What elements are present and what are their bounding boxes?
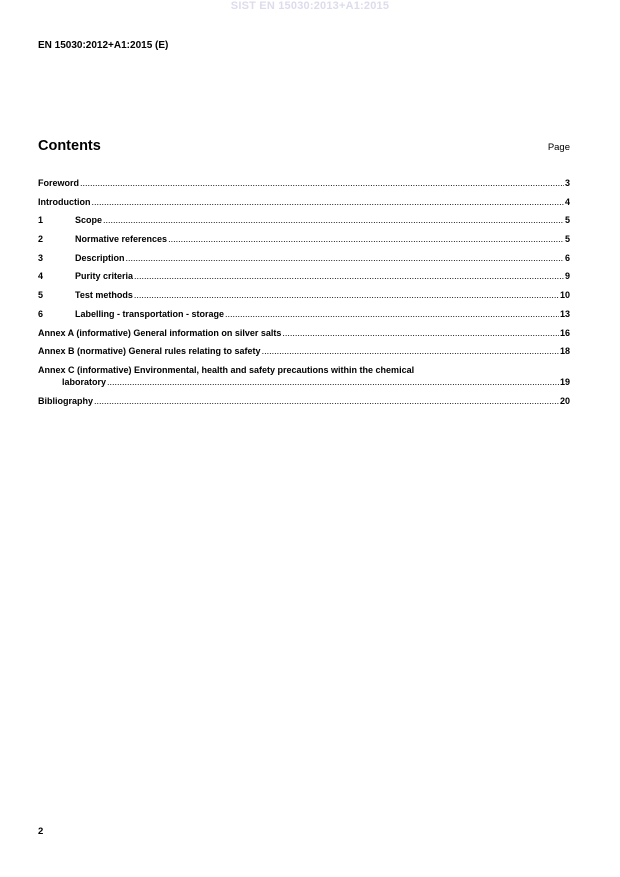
toc-entry-title: Introduction <box>38 196 91 207</box>
page-column-label: Page <box>547 142 570 153</box>
toc-entry-page: 5 <box>564 215 570 226</box>
toc-entry-page: 9 <box>564 271 570 282</box>
toc-entry-title: Normative references <box>75 234 168 245</box>
toc-entry-page: 6 <box>564 252 570 263</box>
toc-entry-page: 3 <box>564 178 570 188</box>
toc-entry-page: 13 <box>559 308 570 319</box>
toc-entry-normative-references[interactable] <box>38 233 570 245</box>
toc-entry-title: Annex C (informative) Environmental, health and safety precautions within the chemical <box>38 364 415 375</box>
dot-leader <box>225 308 559 320</box>
toc-entry-annex-c[interactable] <box>38 364 570 388</box>
toc-entry-title-continuation: laboratory <box>62 376 107 387</box>
toc-entry-number: 2 <box>38 234 44 245</box>
toc-entry-title: Test methods <box>75 290 133 301</box>
toc-entry-number: 3 <box>38 252 44 263</box>
dot-leader <box>92 196 564 208</box>
toc-entry-labelling[interactable] <box>38 308 570 320</box>
toc-entry-page: 18 <box>559 346 570 357</box>
toc-entry-annex-b[interactable] <box>38 345 570 357</box>
toc-entry-description[interactable] <box>38 252 570 264</box>
table-of-contents <box>38 177 570 413</box>
dot-leader <box>126 252 564 264</box>
toc-entry-page: 5 <box>564 234 570 245</box>
dot-leader <box>94 395 559 407</box>
dot-leader <box>80 177 564 189</box>
dot-leader <box>262 345 559 357</box>
page-number: 2 <box>38 826 44 837</box>
toc-entry-annex-a[interactable] <box>38 327 570 339</box>
toc-entry-title: Annex B (normative) General rules relating to safety <box>38 346 261 357</box>
toc-entry-page: 4 <box>564 196 570 207</box>
toc-entry-title: Bibliography <box>38 395 94 406</box>
dot-leader <box>134 270 564 282</box>
toc-entry-page: 10 <box>559 290 570 301</box>
toc-entry-number: 1 <box>38 215 44 226</box>
contents-heading: Contents <box>38 138 101 154</box>
toc-entry-number: 4 <box>38 271 44 282</box>
dot-leader <box>103 214 564 226</box>
document-id: EN 15030:2012+A1:2015 (E) <box>38 40 169 51</box>
toc-entry-title: Scope <box>75 215 103 226</box>
toc-entry-number: 5 <box>38 290 44 301</box>
toc-entry-title: Foreword <box>38 178 80 188</box>
dot-leader <box>134 289 559 301</box>
toc-entry-page: 19 <box>559 376 570 387</box>
toc-entry-title: Description <box>75 252 125 263</box>
dot-leader <box>107 376 559 388</box>
toc-entry-purity-criteria[interactable] <box>38 270 570 282</box>
toc-entry-bibliography[interactable] <box>38 395 570 407</box>
toc-entry-title: Purity criteria <box>75 271 134 282</box>
toc-entry-foreword[interactable] <box>38 177 570 189</box>
toc-entry-number: 6 <box>38 308 44 319</box>
toc-entry-scope[interactable] <box>38 214 570 226</box>
toc-entry-test-methods[interactable] <box>38 289 570 301</box>
watermark: SIST EN 15030:2013+A1:2015 <box>230 0 390 12</box>
toc-entry-title: Annex A (informative) General information on silver salts <box>38 327 282 338</box>
toc-entry-page: 20 <box>559 395 570 406</box>
dot-leader <box>282 327 559 339</box>
toc-entry-page: 16 <box>559 327 570 338</box>
toc-entry-introduction[interactable] <box>38 196 570 208</box>
dot-leader <box>168 233 564 245</box>
toc-entry-title: Labelling - transportation - storage <box>75 308 225 319</box>
